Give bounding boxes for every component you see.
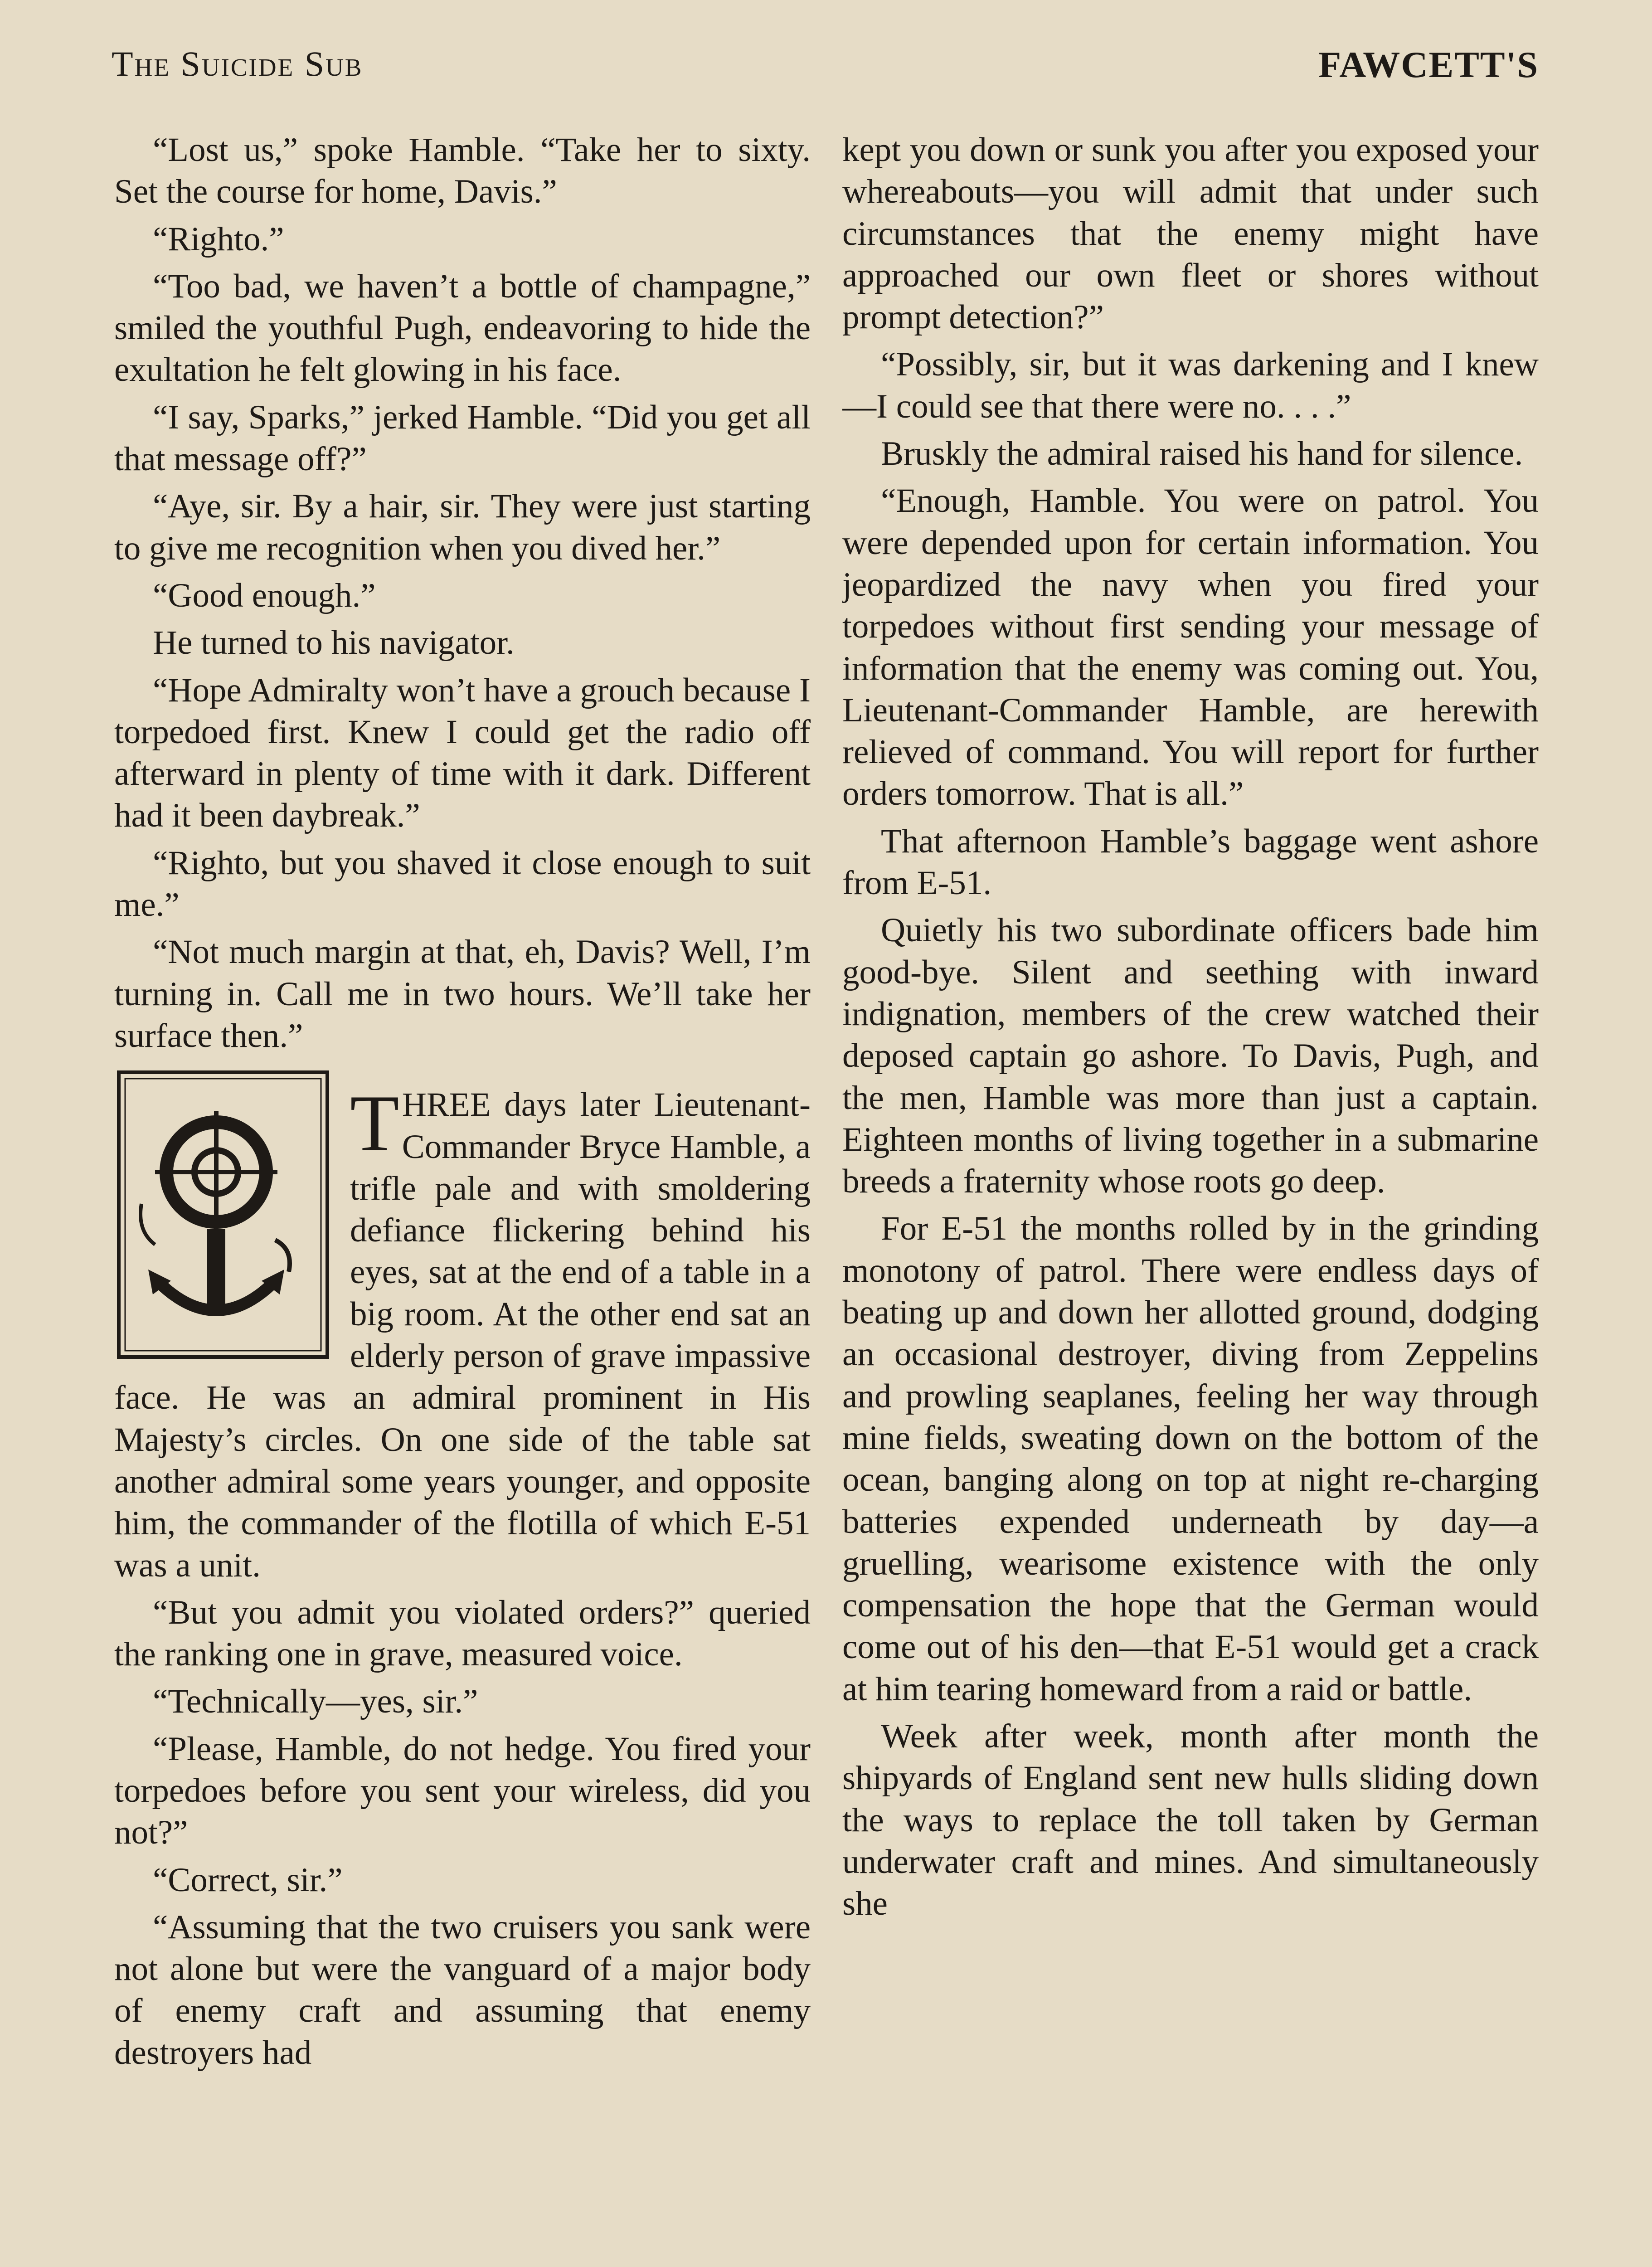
paragraph: “Correct, sir.” bbox=[153, 1861, 343, 1899]
paragraph: Bruskly the admiral raised his hand for silence. bbox=[881, 435, 1523, 473]
magazine-name: FAWCETT'S bbox=[1318, 44, 1539, 85]
paragraph: He turned to his navigator. bbox=[153, 624, 515, 662]
paragraph: “Lost us,” spoke Hamble. “Take her to sixty. Set the course for home, Davis.” bbox=[114, 131, 811, 211]
paragraph: “Aye, sir. By a hair, sir. They were just starting to give me recognition when you dived her.” bbox=[114, 487, 811, 567]
left-column bbox=[114, 129, 811, 2267]
paragraph: “Possibly, sir, but it was darkening and I knew—I could see that there were no. . . .” bbox=[842, 345, 1539, 425]
story-title: The Suicide Sub bbox=[112, 44, 363, 83]
paragraph: Week after week, month after month the shipyards of England sent new hulls sliding down the ways to replace the toll taken by German underwater craft and mines. And simultaneously she bbox=[842, 1717, 1539, 1923]
paragraph: Quietly his two subordinate officers bade him good-bye. Silent and seething with inward indignation, members of the crew watched their deposed captain go ashore. To Davis, Pugh, and the men, Hamble was more than just a captain. Eighteen months of living together in a submarine breeds a fraternity whose roots go deep. bbox=[842, 911, 1539, 1201]
right-column bbox=[842, 129, 1539, 2267]
running-head bbox=[112, 44, 1539, 93]
paragraph: “Assuming that the two cruisers you sank were not alone but were the vanguard of a major body of enemy craft and assuming that enemy destroyers had bbox=[114, 1908, 811, 2072]
paragraph: “Please, Hamble, do not hedge. You fired your torpedoes before you sent your wireless, did you not?” bbox=[114, 1730, 811, 1852]
paragraph: “I say, Sparks,” jerked Hamble. “Did you get all that message off?” bbox=[114, 398, 811, 478]
continued-paragraph: kept you down or sunk you after you exposed your whereabouts—you will admit that under such circumstances that the enemy might have approached our own fleet or shores without prompt detection?” bbox=[842, 131, 1539, 336]
paragraph: “Good enough.” bbox=[153, 576, 376, 614]
drop-cap: T bbox=[350, 1078, 399, 1168]
paragraph: “Righto.” bbox=[153, 220, 284, 258]
paragraph: “Enough, Hamble. You were on patrol. You were depended upon for certain information. You jeopardized the navy when you fired your torpedoes without first sending your message of information that the enemy was coming out. You, Lieutenant-Commander Hamble, are herewith relieved of command. You will report for further orders tomorrow. That is all.” bbox=[842, 482, 1539, 813]
paragraph: That afternoon Hamble’s baggage went ashore from E-51. bbox=[842, 822, 1539, 902]
paragraph: “Hope Admiralty won’t have a grouch because I torpedoed first. Knew I could get the radio off afterward in plenty of time with it dark. Different had it been daybreak.” bbox=[114, 671, 811, 835]
anchor-periscope-ornament-icon bbox=[114, 1068, 332, 1362]
paragraph: “Not much margin at that, eh, Davis? Well, I’m turning in. Call me in two hours. We’ll take her surface then.” bbox=[114, 933, 811, 1055]
paragraph: “But you admit you violated orders?” queried the ranking one in grave, measured voice. bbox=[114, 1593, 811, 1673]
paragraph: “Righto, but you shaved it close enough to suit me.” bbox=[114, 844, 811, 924]
paragraph: For E-51 the months rolled by in the grinding monotony of patrol. There were endless days of beating up and down her allotted ground, dodging an occasional destroyer, diving from Zeppelins and prowling seaplanes, feeling her way through mine fields, sweating down on the bottom of the ocean, banging along on top at night re-charging batteries expended underneath by day—a gruelling, wearisome existence with the only compensation the hope that the German would come out of his den—that E-51 would get a crack at him tearing homeward from a raid or battle. bbox=[842, 1210, 1539, 1708]
paragraph: “Too bad, we haven’t a bottle of champagne,” smiled the youthful Pugh, endeavoring to hide the exultation he felt glowing in his face. bbox=[114, 267, 811, 389]
paragraph-text: HREE days later Lieutenant-Commander Bryce Hamble, a trifle pale and with smoldering defiance flickering behind his eyes, sat at the end of a table in a big room. At the other end sat an elderly person of grave impassive face. He was an admiral prominent in His Majesty’s circles. On one side of the table sat another admiral some years younger, and opposite him, the commander of the flotilla of which E-51 was a unit. bbox=[114, 1086, 811, 1584]
paragraph: “Technically—yes, sir.” bbox=[153, 1683, 478, 1721]
